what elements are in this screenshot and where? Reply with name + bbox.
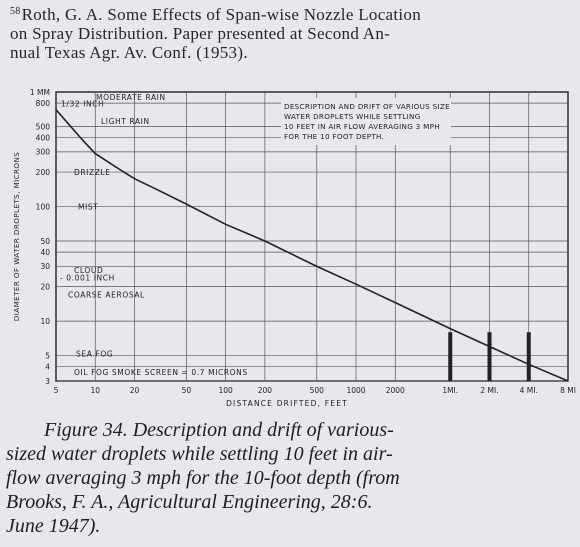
x-tick-label: 500	[309, 386, 324, 395]
distance-markers	[448, 332, 531, 381]
y-tick-label: 800	[35, 98, 50, 108]
x-tick-label: 20	[129, 386, 140, 395]
x-tick-label: 1000	[346, 386, 366, 395]
y-tick-label: 30	[40, 262, 50, 272]
x-tick-label: 4 MI.	[519, 386, 538, 395]
x-tick-label: 8 MI	[560, 386, 576, 395]
caption-line-1: Figure 34. Description and drift of various-	[44, 419, 394, 441]
x-tick-label: 10	[90, 386, 101, 395]
y-tick-label: 200	[35, 167, 50, 177]
droplet-category-label: - 0.001 INCH	[60, 273, 115, 283]
footnote-number: 58	[10, 6, 21, 17]
x-tick-label: 5	[53, 386, 59, 395]
y-tick-label: 100	[35, 202, 50, 212]
y-tick-label: 1 MM	[29, 87, 50, 97]
x-tick-label: 2 MI.	[480, 386, 499, 395]
droplet-category-label: SEA FOG	[76, 349, 114, 359]
x-tick-label: 100	[218, 386, 233, 395]
y-tick-label: 300	[35, 147, 50, 157]
annotation-line: 10 FEET IN AIR FLOW AVERAGING 3 MPH	[284, 122, 440, 131]
footnote-line-1: $^{58}$Roth, G. A. Some Effects of Span-wise Nozzle Location	[10, 5, 422, 24]
y-axis-label: DIAMETER OF WATER DROPLETS, MICRONS	[12, 151, 21, 322]
x-axis-label: DISTANCE DRIFTED, FEET	[226, 399, 348, 408]
annotation-line: DESCRIPTION AND DRIFT OF VARIOUS SIZE	[284, 102, 450, 111]
droplet-category-label: DRIZZLE	[74, 168, 111, 178]
droplet-category-label: CLOUD	[74, 265, 104, 275]
distance-marker-bar	[527, 332, 531, 381]
caption-line-3: flow averaging 3 mph for the 10-foot depth (from	[6, 467, 400, 489]
droplet-category-label: OIL FOG SMOKE SCREEN = 0.7 MICRONS	[74, 367, 248, 377]
distance-marker-bar	[448, 332, 452, 381]
x-tick-label: 1MI.	[442, 386, 459, 395]
x-tick-label: 200	[257, 386, 273, 395]
x-tick-label: 50	[181, 386, 192, 395]
y-tick-label: 4	[45, 362, 50, 372]
caption-line-2: sized water droplets while settling 10 feet in air-	[6, 443, 393, 465]
figure-caption	[6, 418, 574, 538]
caption-line-4: Brooks, F. A., Agricultural Engineering, 28:6.	[6, 491, 373, 513]
y-tick-label: 10	[40, 316, 50, 326]
caption-line-5: June 1947).	[6, 515, 101, 537]
footnote-line-3: nual Texas Agr. Av. Conf. (1953).	[10, 43, 248, 62]
y-tick-label: 5	[45, 351, 50, 361]
distance-marker-bar	[487, 332, 491, 381]
y-tick-label: 400	[35, 133, 50, 143]
y-tick-label: 3	[45, 376, 50, 386]
y-tick-label: 40	[40, 247, 50, 257]
annotation-line: FOR THE 10 FOOT DEPTH.	[284, 132, 385, 141]
footnote-line-2: on Spray Distribution. Paper presented at Second An-	[10, 24, 391, 43]
y-tick-label: 50	[40, 236, 50, 246]
y-tick-label: 500	[35, 122, 50, 132]
droplet-category-label: MIST	[78, 202, 99, 212]
y-tick-label: 20	[40, 282, 50, 292]
droplet-category-label: 1/32 INCH	[61, 99, 105, 109]
droplet-category-label: LIGHT RAIN	[101, 116, 150, 126]
x-tick-label: 2000	[385, 386, 405, 395]
droplet-category-label: COARSE AEROSAL	[68, 290, 145, 300]
droplet-category-label: MODERATE RAIN	[96, 93, 166, 103]
annotation-line: WATER DROPLETS WHILE SETTLING	[284, 112, 421, 121]
